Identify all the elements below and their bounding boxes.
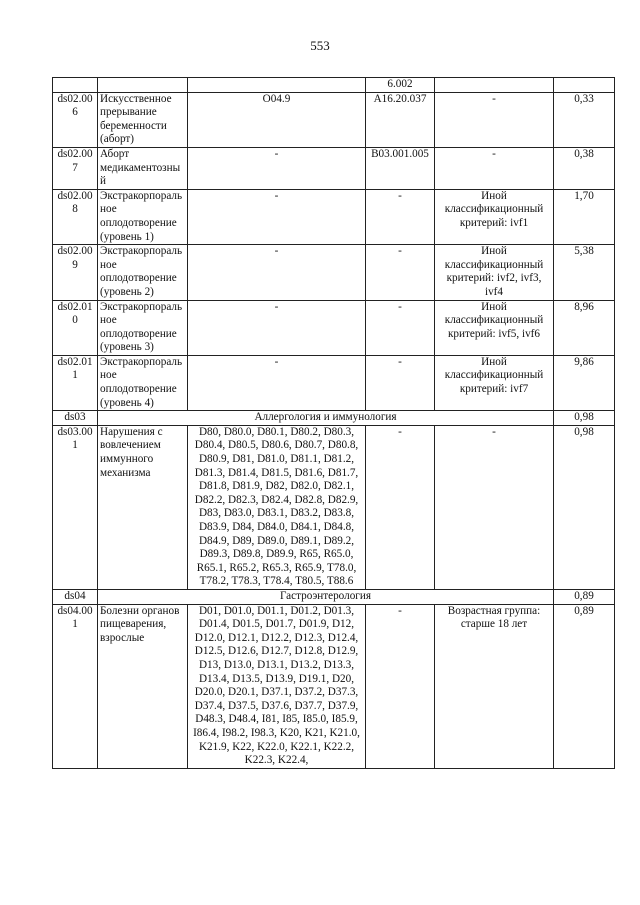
section-title: Гастроэнтерология bbox=[98, 589, 554, 604]
tariff-table bbox=[52, 77, 615, 769]
table-row bbox=[53, 604, 615, 768]
page-number: 553 bbox=[310, 38, 330, 53]
code-cell: ds02.011 bbox=[53, 355, 98, 410]
other-criteria-cell: Иной классификационный критерий: ivf5, ivf6 bbox=[435, 300, 554, 355]
coefficient-cell: 0,98 bbox=[554, 425, 615, 589]
other-criteria-cell bbox=[435, 78, 554, 93]
table-row bbox=[53, 245, 615, 300]
table-row bbox=[53, 300, 615, 355]
diagnoses-cell: - bbox=[188, 300, 366, 355]
name-cell: Экстракорпоральное оплодотворение (уровень 1) bbox=[98, 189, 188, 244]
operations-cell: - bbox=[366, 425, 435, 589]
diagnoses-cell: - bbox=[188, 189, 366, 244]
diagnoses-cell bbox=[188, 78, 366, 93]
name-cell bbox=[98, 78, 188, 93]
coefficient-cell bbox=[554, 78, 615, 93]
coefficient-cell: 8,96 bbox=[554, 300, 615, 355]
coefficient-cell: 5,38 bbox=[554, 245, 615, 300]
table-row bbox=[53, 92, 615, 147]
coefficient-cell: 0,89 bbox=[554, 604, 615, 768]
coefficient-cell: 0,38 bbox=[554, 147, 615, 189]
section-title: Аллергология и иммунология bbox=[98, 411, 554, 426]
other-criteria-cell: Иной классификационный критерий: ivf2, ivf3, ivf4 bbox=[435, 245, 554, 300]
diagnoses-cell: - bbox=[188, 245, 366, 300]
code-cell: ds02.008 bbox=[53, 189, 98, 244]
code-cell: ds02.006 bbox=[53, 92, 98, 147]
name-cell: Болезни органов пищеварения, взрослые bbox=[98, 604, 188, 768]
code-cell: ds02.010 bbox=[53, 300, 98, 355]
coefficient-cell: 0,33 bbox=[554, 92, 615, 147]
diagnoses-cell: - bbox=[188, 147, 366, 189]
name-cell: Аборт медикаментозный bbox=[98, 147, 188, 189]
table-row bbox=[53, 355, 615, 410]
operations-cell: B03.001.005 bbox=[366, 147, 435, 189]
diagnoses-cell: O04.9 bbox=[188, 92, 366, 147]
operations-cell: - bbox=[366, 245, 435, 300]
section-coefficient-cell: 0,89 bbox=[554, 589, 615, 604]
coefficient-cell: 9,86 bbox=[554, 355, 615, 410]
other-criteria-cell: - bbox=[435, 92, 554, 147]
diagnoses-cell: D01, D01.0, D01.1, D01.2, D01.3, D01.4, D01.5, D01.7, D01.9, D12, D12.0, D12.1, D12.2, D12.3, D12.4, D12.5, D12.6, D12.7, D12.8, D12.9, D13, D13.0, D13.1, D13.2, D13.3, D13.4, D13.5, D13.9, D19.1, D20, D20.0, D20.1, D37.1, D37.2, D37.3, D37.4, D37.5, D37.6, D37.7, D37.9, D48.3, D48.4, I81, I85, I85.0, I85.9, I86.4, I98.2, I98.3, K20, K21, K21.0, K21.9, K22, K22.0, K22.1, K22.2, K22.3, K22.4, bbox=[188, 604, 366, 768]
section-row-ds03 bbox=[53, 411, 615, 426]
operations-cell: 6.002 bbox=[366, 78, 435, 93]
coefficient-cell: 1,70 bbox=[554, 189, 615, 244]
section-code-cell: ds04 bbox=[53, 589, 98, 604]
diagnoses-cell: - bbox=[188, 355, 366, 410]
section-row-ds04 bbox=[53, 589, 615, 604]
name-cell: Экстракорпоральное оплодотворение (уровень 2) bbox=[98, 245, 188, 300]
operations-cell: - bbox=[366, 604, 435, 768]
name-cell: Экстракорпоральное оплодотворение (уровень 4) bbox=[98, 355, 188, 410]
other-criteria-cell: - bbox=[435, 425, 554, 589]
other-criteria-cell: Иной классификационный критерий: ivf1 bbox=[435, 189, 554, 244]
name-cell: Экстракорпоральное оплодотворение (уровень 3) bbox=[98, 300, 188, 355]
code-cell: ds02.009 bbox=[53, 245, 98, 300]
name-cell: Искусственное прерывание беременности (аборт) bbox=[98, 92, 188, 147]
table-row-continuation bbox=[53, 78, 615, 93]
code-cell bbox=[53, 78, 98, 93]
code-cell: ds03.001 bbox=[53, 425, 98, 589]
table-row bbox=[53, 147, 615, 189]
table-row bbox=[53, 189, 615, 244]
operations-cell: - bbox=[366, 300, 435, 355]
other-criteria-cell: Иной классификационный критерий: ivf7 bbox=[435, 355, 554, 410]
operations-cell: - bbox=[366, 189, 435, 244]
section-coefficient-cell: 0,98 bbox=[554, 411, 615, 426]
code-cell: ds04.001 bbox=[53, 604, 98, 768]
other-criteria-cell: - bbox=[435, 147, 554, 189]
other-criteria-cell: Возрастная группа: старше 18 лет bbox=[435, 604, 554, 768]
operations-cell: - bbox=[366, 355, 435, 410]
section-code-cell: ds03 bbox=[53, 411, 98, 426]
code-cell: ds02.007 bbox=[53, 147, 98, 189]
diagnoses-cell: D80, D80.0, D80.1, D80.2, D80.3, D80.4, D80.5, D80.6, D80.7, D80.8, D80.9, D81, D81.0, D81.1, D81.2, D81.3, D81.4, D81.5, D81.6, D81.7, D81.8, D81.9, D82, D82.0, D82.1, D82.2, D82.3, D82.4, D82.8, D82.9, D83, D83.0, D83.1, D83.2, D83.8, D83.9, D84, D84.0, D84.1, D84.8, D84.9, D89, D89.0, D89.1, D89.2, D89.3, D89.8, D89.9, R65, R65.0, R65.1, R65.2, R65.3, R65.9, T78.0, T78.2, T78.3, T78.4, T80.5, T88.6 bbox=[188, 425, 366, 589]
table-row bbox=[53, 425, 615, 589]
name-cell: Нарушения с вовлечением иммунного механизма bbox=[98, 425, 188, 589]
operations-cell: A16.20.037 bbox=[366, 92, 435, 147]
